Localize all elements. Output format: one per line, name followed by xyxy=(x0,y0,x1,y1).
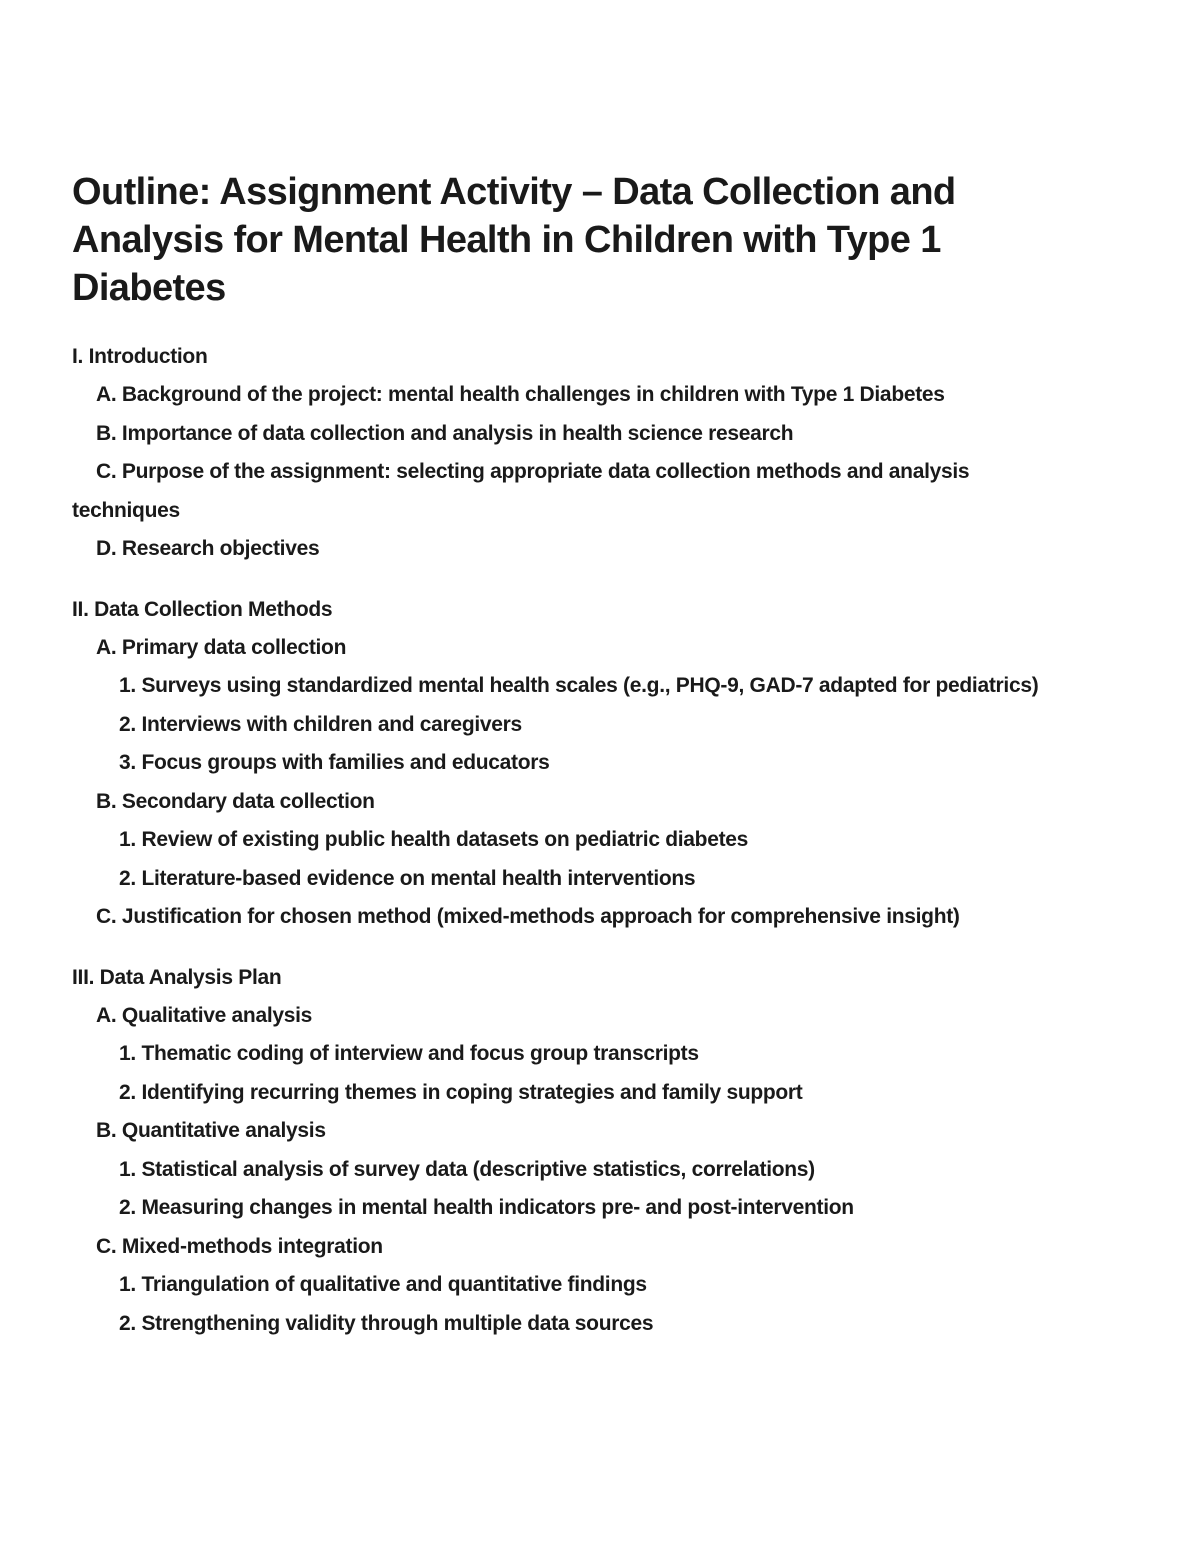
outline-subitem: 1. Review of existing public health datasets on pediatric diabetes xyxy=(119,828,749,851)
outline-subitem: 2. Strengthening validity through multiple data sources xyxy=(119,1311,654,1335)
outline-subitem: 3. Focus groups with families and educators xyxy=(119,751,550,774)
outline-subitem: 1. Triangulation of qualitative and quantitative findings xyxy=(119,1273,647,1296)
outline-subitem: 2. Identifying recurring themes in coping strategies and family support xyxy=(119,1080,803,1104)
outline-item: D. Research objectives xyxy=(96,537,320,560)
outline-subitem: 1. Surveys using standardized mental health scales (e.g., PHQ-9, GAD-7 adapted for pediatrics) xyxy=(119,674,1039,697)
outline-subitem: 2. Measuring changes in mental health indicators pre- and post-intervention xyxy=(119,1196,854,1219)
section-introduction xyxy=(72,338,1072,569)
outline-item: B. Importance of data collection and analysis in health science research xyxy=(96,421,794,445)
outline-item: B. Quantitative analysis xyxy=(96,1119,326,1142)
outline-subitem: 1. Statistical analysis of survey data (descriptive statistics, correlations) xyxy=(119,1157,815,1181)
section-data-analysis-plan xyxy=(72,959,1072,1344)
outline-item: C. Mixed-methods integration xyxy=(96,1234,383,1258)
document-title: Outline: Assignment Activity – Data Collection and Analysis for Mental Health in Children with Type 1 Diabetes xyxy=(72,171,956,309)
outline-item: A. Background of the project: mental health challenges in children with Type 1 Diabetes xyxy=(96,383,945,406)
outline-item: C. Purpose of the assignment: selecting appropriate data collection methods and analysis techniques xyxy=(72,460,970,522)
outline-item: A. Qualitative analysis xyxy=(96,1003,313,1027)
outline-subitem: 2. Interviews with children and caregivers xyxy=(119,712,522,736)
outline-item: A. Primary data collection xyxy=(96,635,347,659)
document-page xyxy=(72,168,1072,1365)
outline-item: B. Secondary data collection xyxy=(96,789,375,813)
section-heading: II. Data Collection Methods xyxy=(72,597,333,621)
section-heading: III. Data Analysis Plan xyxy=(72,965,282,989)
section-heading: I. Introduction xyxy=(72,345,208,368)
outline-subitem: 2. Literature-based evidence on mental health interventions xyxy=(119,866,696,890)
outline-subitem: 1. Thematic coding of interview and focus group transcripts xyxy=(119,1042,699,1065)
section-data-collection-methods xyxy=(72,591,1072,937)
outline-item: C. Justification for chosen method (mixed-methods approach for comprehensive insight) xyxy=(96,905,960,928)
